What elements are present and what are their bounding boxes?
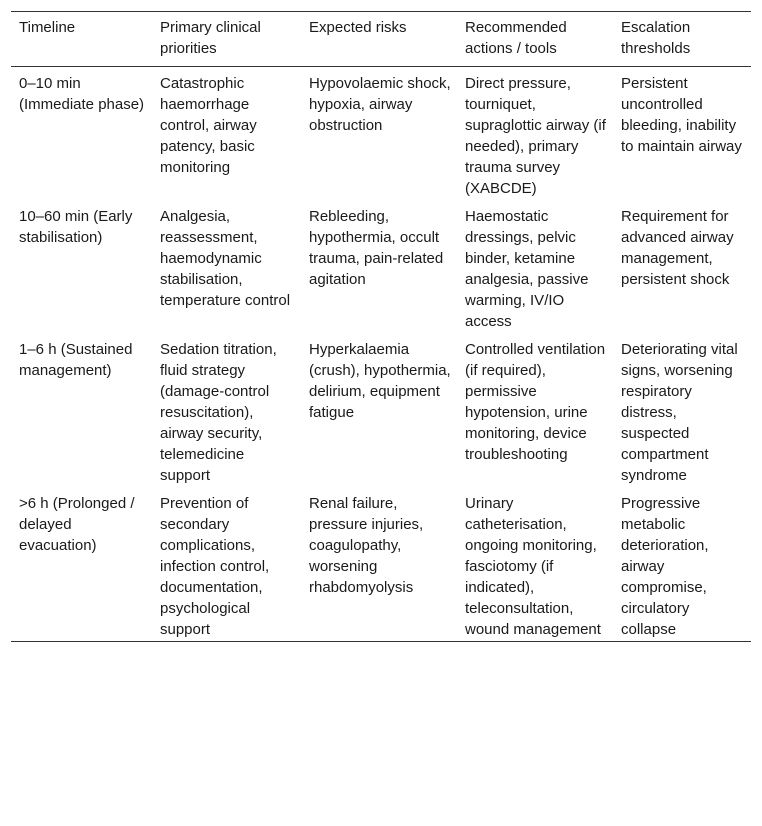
- cell-timeline: 0–10 min (Immediate phase): [19, 75, 145, 113]
- cell-actions: Direct pressure, tourniquet, supraglottic airway (if needed), primary trauma survey (XABCDE): [465, 75, 606, 197]
- header-row: [11, 12, 751, 67]
- header-escalation-thresholds: Escalation thresholds: [621, 19, 691, 57]
- header-primary-clinical-priorities: Primary clinical priorities: [160, 19, 261, 57]
- cell-priorities: Prevention of secondary complications, infection control, documentation, psychological support: [160, 495, 270, 638]
- cell-priorities: Catastrophic haemorrhage control, airway patency, basic monitoring: [160, 75, 257, 176]
- cell-escalation: Deteriorating vital signs, worsening respiratory distress, suspected compartment syndrome: [621, 341, 738, 484]
- table-row: [11, 333, 751, 487]
- clinical-timeline-table: [11, 11, 751, 642]
- cell-actions: Haemostatic dressings, pelvic binder, ketamine analgesia, passive warming, IV/IO access: [465, 208, 589, 330]
- cell-actions: Urinary catheterisation, ongoing monitoring, fasciotomy (if indicated), teleconsultation, wound management: [465, 495, 601, 638]
- cell-priorities: Sedation titration, fluid strategy (damage-control resuscitation), airway security, telemedicine support: [160, 341, 277, 484]
- cell-escalation: Progressive metabolic deterioration, airway compromise, circulatory collapse: [621, 495, 709, 638]
- cell-escalation: Requirement for advanced airway management, persistent shock: [621, 208, 734, 288]
- table-row: [11, 487, 751, 642]
- cell-risks: Hyperkalaemia (crush), hypothermia, delirium, equipment fatigue: [309, 341, 451, 421]
- table-body: [11, 67, 751, 642]
- header-timeline: Timeline: [19, 19, 76, 36]
- cell-risks: Renal failure, pressure injuries, coagulopathy, worsening rhabdomyolysis: [309, 495, 424, 596]
- cell-actions: Controlled ventilation (if required), permissive hypotension, urine monitoring, device troubleshooting: [465, 341, 606, 463]
- header-expected-risks: Expected risks: [309, 19, 407, 36]
- clinical-timeline-table-container: [11, 11, 751, 642]
- table-header: [11, 12, 751, 67]
- cell-risks: Hypovolaemic shock, hypoxia, airway obstruction: [309, 75, 451, 134]
- cell-timeline: >6 h (Prolonged / delayed evacuation): [19, 495, 135, 554]
- cell-timeline: 1–6 h (Sustained management): [19, 341, 133, 379]
- cell-escalation: Persistent uncontrolled bleeding, inability to maintain airway: [621, 75, 742, 155]
- cell-timeline: 10–60 min (Early stabilisation): [19, 208, 133, 246]
- cell-risks: Rebleeding, hypothermia, occult trauma, pain-related agitation: [309, 208, 444, 288]
- table-row: [11, 67, 751, 201]
- cell-priorities: Analgesia, reassessment, haemodynamic stabilisation, temperature control: [160, 208, 291, 309]
- header-recommended-actions: Recommended actions / tools: [465, 19, 567, 57]
- table-row: [11, 200, 751, 333]
